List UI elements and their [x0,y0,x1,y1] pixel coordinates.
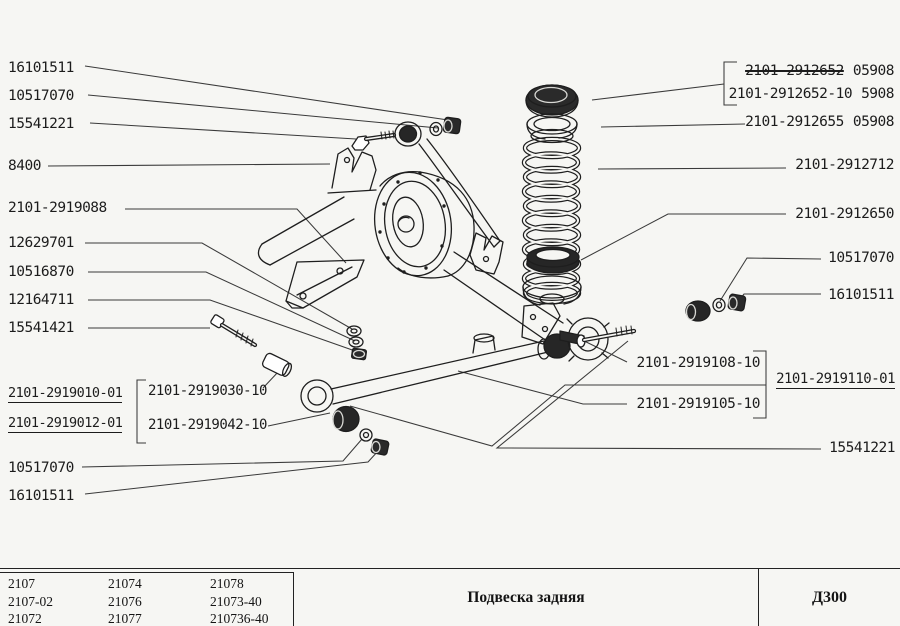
part-number-label: 8400 [8,158,41,174]
model-cell: 2107 [8,576,35,591]
hub-and-bushing-set [560,294,746,361]
pivot-bolt [210,314,255,346]
part-number-label: 2101-2919042-10 [148,417,267,433]
part-number-label: 15541221 [829,440,895,456]
models-row [8,610,293,626]
part-number-label: 15541421 [8,320,74,336]
spring-upper-gasket [526,85,578,117]
footer-table [0,568,900,626]
part-number-label: 2101-2919088 [8,200,107,216]
models-row [8,593,293,611]
coil-spring [524,139,579,302]
page-code: Д300 [811,589,847,606]
part-number-label: 2101-2912655 05908 [745,114,894,130]
models-row [8,575,293,593]
part-number-label: 12164711 [8,292,74,308]
part-number-label: 12629701 [8,235,74,251]
upper-arm-assembly [352,117,500,247]
models-table [0,572,294,626]
part-number-label: 2101-2919010-01 [8,385,123,401]
model-cell: 2107-02 [8,593,53,609]
model-cell: 21072 [8,611,42,626]
upper-arm-body-bracket [328,148,376,193]
part-number-label: 10516870 [8,264,74,280]
part-number-label: 2101-2919110-01 [776,371,895,387]
model-cell: 21074 [108,576,142,591]
part-number-label: 15541221 [8,116,74,132]
part-number-label: 2101-2912650 [795,206,894,222]
part-number-label: 16101511 [828,287,894,303]
model-cell: 210736-40 [210,611,269,626]
lower-arm-assembly [261,334,570,456]
model-cell: 21076 [108,593,142,609]
part-number-label: 16101511 [8,60,74,76]
part-number-label: 2101-2919012-01 [8,415,123,431]
drawing-title: Подвеска задняя [294,569,759,626]
part-number-label: 2101-2919030-10 [148,383,267,399]
part-number-label: 16101511 [8,488,74,504]
part-number-label: 2101-2912652 05908 [745,63,894,79]
part-number-label: 2101-2912712 [795,157,894,173]
mounting-plate [286,260,364,308]
model-cell: 21077 [108,611,142,626]
spring-lower-isolator [527,247,579,273]
washer-stack [347,326,367,360]
part-number-label: 10517070 [8,460,74,476]
part-number-label: 10517070 [828,250,894,266]
model-cell: 21073-40 [210,593,262,609]
axle-arm-bracket [470,233,503,274]
model-cell: 21078 [210,576,244,591]
part-number-label: 2101-2919105-10 [636,396,760,412]
part-number-label: 2101-2912652-10 5908 [728,86,894,102]
part-number-label: 2101-2919108-10 [636,355,760,371]
part-number-label: 10517070 [8,88,74,104]
